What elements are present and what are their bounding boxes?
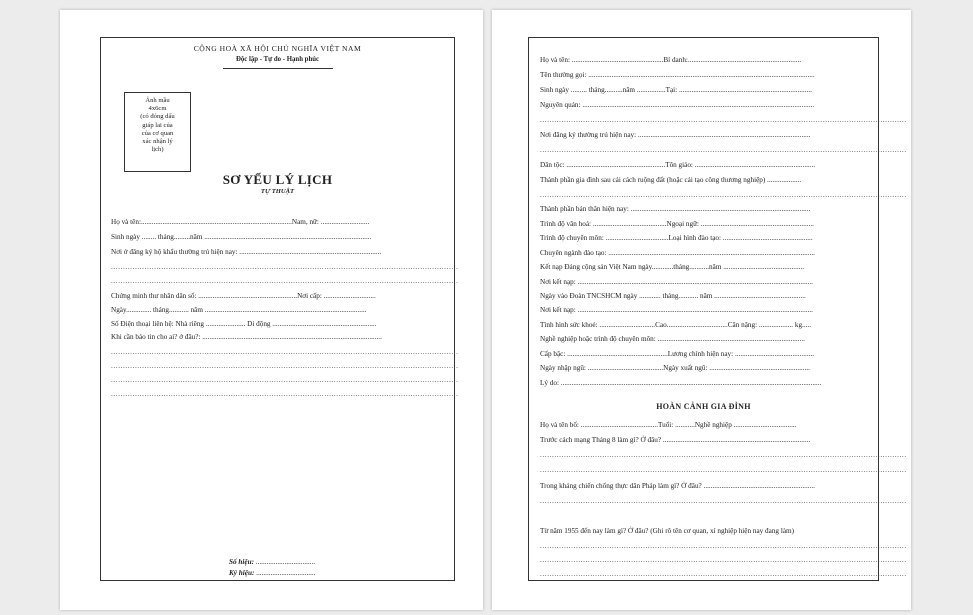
field-dan-toc: Dân tộc: .......................................................Tôn giáo: ................................................................... [540, 161, 816, 169]
field-sinh-ngay: Sinh ngày ........ tháng.........năm ............................................................................................. [111, 233, 372, 241]
field-cap-bac: Cấp bậc: ........................................................Lương chính hiện nay: ............................................ [540, 350, 815, 358]
so-hieu-field [229, 558, 315, 567]
blank-line: ................................................................................................................................................. [111, 263, 459, 271]
page-1-border [100, 37, 459, 581]
so-hieu-label: Số hiệu: [229, 558, 254, 566]
blank-line: ......................................................................................................................................................... [540, 466, 907, 474]
photo-box-line: giáp lai của [142, 121, 173, 129]
blank-line: ......................................................................................................................................................... [540, 451, 907, 459]
field-suc-khoe: Tình hình sức khoẻ: ...............................Cao..................................Cân nặng: ................... kg..... [540, 321, 812, 329]
form-page-2 [492, 10, 911, 610]
photo-placeholder-box [124, 92, 191, 172]
photo-box-line: 4x6cm [148, 105, 167, 113]
page-title: SƠ YẾU LÝ LỊCH [222, 172, 333, 187]
field-ket-nap-dang: Kết nạp Đảng cộng sản Việt Nam ngày............tháng...........năm ............................................. [540, 263, 805, 271]
blank-line: ................................................................................................................................................. [111, 376, 459, 384]
field-noi-ket-nap: Nơi kết nạp: ................................................................................................................................... [540, 278, 813, 286]
form-page-1 [60, 10, 483, 610]
photo-box-line: xác nhận lý [142, 138, 173, 146]
blank-line: ......................................................................................................................................................... [540, 542, 907, 550]
blank-line: ......................................................................................................................................................... [540, 556, 907, 564]
photo-box-line: của cơ quan [141, 129, 174, 137]
field-nhap-ngu: Ngày nhập ngũ: ..........................................Ngày xuất ngũ: ........................................................ [540, 364, 810, 372]
blank-line: ......................................................................................................................................................... [540, 116, 907, 124]
field-cmnd: Chứng minh thư nhân dân số: .......................................................Nơi cấp: ............................. [111, 292, 376, 300]
photo-box-line: (có đóng dấu [140, 113, 175, 121]
field-ho-va-ten: Họ và tên:....................................................................................Nam, nữ: ........................... [111, 218, 370, 226]
blank-line: ......................................................................................................................................................... [540, 146, 907, 154]
blank-line: ......................................................................................................................................................... [540, 191, 907, 199]
section-title-hoan-canh: HOÀN CẢNH GIA ĐÌNH [656, 402, 751, 411]
ky-hieu-label: Ký hiệu: [229, 569, 255, 577]
field-nguyen-quan: Nguyên quán: ................................................................................................................................. [540, 101, 815, 109]
field-truoc-cach-mang: Trước cách mạng Tháng 8 làm gì? Ở đâu? .................................................................................. [540, 436, 811, 444]
photo-box-line: lịch) [151, 146, 164, 154]
photo-box-line: Ảnh mầu [145, 97, 170, 104]
field-trinh-do-van-hoa: Trình độ văn hoá: .........................................Ngoại ngữ: ............................................................... [540, 220, 814, 228]
blank-line: ......................................................................................................................................................... [540, 570, 907, 578]
field-thanh-phan-ban-than: Thành phần bản thân hiện nay: .................................................................................................... [540, 205, 811, 213]
field-trinh-do-chuyen-mon: Trình độ chuyên môn: ...................................Loại hình đào tạo: .................................................. [540, 234, 813, 242]
header-underline [223, 68, 333, 69]
field-ten-thuong-goi: Tên thường gọi: .............................................................................................................................. [540, 71, 815, 79]
blank-line: ................................................................................................................................................. [111, 362, 459, 370]
ky-hieu-dots: ................................. [256, 569, 316, 577]
field-tu-nam-1955: Từ năm 1955 đến nay làm gì? Ở đâu? (Ghi rõ tên cơ quan, xí nghiệp hiện nay đang làm) [540, 527, 794, 535]
motto-header: Độc lập - Tự do - Hạnh phúc [235, 56, 320, 63]
field-sinh-ngay: Sinh ngày ......... tháng..........năm ................Tại: .......................................................................... [540, 86, 812, 94]
page-subtitle: TỰ THUẬT [260, 188, 295, 195]
blank-line: ................................................................................................................................................. [111, 348, 459, 356]
blank-line: ................................................................................................................................................. [111, 277, 459, 285]
field-noi-ket-nap: Nơi kết nạp: ................................................................................................................................... [540, 306, 813, 314]
country-header: CỘNG HOÀ XÃ HỘI CHỦ NGHĨA VIỆT NAM [193, 44, 362, 53]
ky-hieu-field [229, 569, 315, 578]
field-vao-doan: Ngày vào Đoàn TNCSHCM ngày ............ tháng........... năm ................................................... [540, 292, 806, 300]
field-khang-chien: Trong kháng chiến chống thực dân Pháp làm gì? Ở đâu? .............................................................. [540, 482, 815, 490]
field-ho-va-ten: Họ và tên: ...................................................Bí danh:............................................................... [540, 56, 802, 64]
field-thanh-phan-gia-dinh: Thành phần gia đình sau cải cách ruộng đất (hoặc cải tạo công thương nghiệp) ................... [540, 176, 802, 184]
field-ngay-cap: Ngày.............. tháng........... năm .......................................................................................... [111, 306, 367, 314]
blank-line: ................................................................................................................................................. [111, 390, 459, 398]
page-2-border [528, 37, 907, 581]
field-bao-tin: Khi cần báo tin cho ai? ở đâu?: .................................................................................................... [111, 333, 382, 341]
field-ly-do: Lý do: ................................................................................................................................................. [540, 379, 822, 387]
field-ho-ten-bo: Họ và tên bố: ...........................................Tuổi: ...........Nghề nghiệp ................................... [540, 421, 797, 429]
blank-line: ......................................................................................................................................................... [540, 497, 907, 505]
field-noi-dang-ky: Nơi đăng ký thường trú hiện nay: ................................................................................................ [540, 131, 811, 139]
field-nghe-nghiep: Nghề nghiệp hoặc trình độ chuyên môn: .................................................................................. [540, 335, 805, 343]
field-chuyen-nganh: Chuyên ngành đào tạo: ................................................................................................................... [540, 249, 815, 257]
field-noi-o: Nơi ở đăng ký hộ khẩu thường trú hiện nay: ............................................................................... [111, 248, 382, 256]
so-hieu-dots: ................................. [255, 558, 316, 566]
field-dien-thoai: Số Điện thoại liên hệ: Nhà riêng ...................... Di động .......................................................... [111, 320, 377, 328]
